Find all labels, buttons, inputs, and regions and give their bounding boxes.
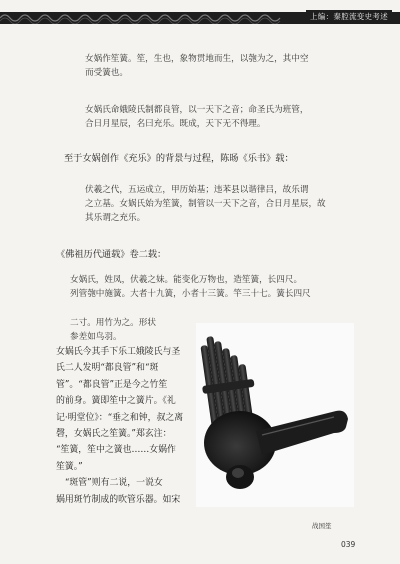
quote-paragraph-2 bbox=[85, 103, 375, 131]
body-paragraph-intro bbox=[64, 152, 364, 166]
text-line: 管”。“都良管”正是今之竹笙 bbox=[56, 379, 168, 390]
text-line: 合日月星辰，名曰充乐。既成，天下无不得理。 bbox=[85, 119, 266, 130]
text-line: 而受簧也。 bbox=[85, 68, 128, 79]
sheng-instrument-image bbox=[196, 323, 354, 507]
text-line: 伏羲之代，五运成立，甲历始基；违苯县以谐律吕，故乐谓 bbox=[85, 185, 309, 195]
body-paragraph-main bbox=[56, 344, 188, 508]
text-line: 列管匏中施簧。大者十九簧，小者十三簧。竿三十七。簧长四尺 bbox=[70, 289, 311, 300]
quote-paragraph-yueshu bbox=[85, 183, 375, 226]
page-header bbox=[0, 0, 400, 34]
text-line: 女娲氏，姓凤，伏羲之妹。能变化万物也，造笙簧，长四尺。 bbox=[70, 275, 303, 285]
body-paragraph-source bbox=[56, 248, 356, 262]
page-number: 039 bbox=[341, 540, 356, 549]
text-line: “斑管”则有二说，一说女 bbox=[56, 478, 163, 489]
text-line: 《佛祖历代通载》卷二载： bbox=[56, 249, 167, 260]
text-line: 至于女娲创作《充乐》的背景与过程，陈旸《乐书》载： bbox=[64, 153, 294, 164]
text-line: “笙簧，笙中之簧也……女娲作 bbox=[56, 445, 176, 456]
text-line: 女娲氏今其手下乐工娥陵氏与圣 bbox=[56, 347, 181, 357]
quote-paragraph-fozu-cont bbox=[70, 316, 170, 344]
photo-caption: 战国笙 bbox=[312, 522, 332, 530]
text-line: 女娲作笙簧。笙，生也，象物贯地而生，以匏为之，其中空 bbox=[85, 54, 309, 64]
text-line: 的前身。簧即笙中之簧片。《礼 bbox=[56, 396, 176, 407]
text-line: 参差如鸟羽。 bbox=[70, 332, 122, 343]
quote-paragraph-1 bbox=[85, 52, 375, 80]
text-line: 记·明堂位》：“垂之和钟，叔之离 bbox=[56, 412, 184, 423]
text-line: 其乐谓之充乐。 bbox=[85, 213, 146, 224]
text-line: 氏二人发明“都良管”和“斑 bbox=[56, 363, 159, 374]
text-line: 二寸。用竹为之。形状 bbox=[70, 318, 156, 328]
running-header-title: 上编：秦腔流变史考述 bbox=[306, 10, 392, 23]
text-line: 之立基。女娲氏始为笙簧，制管以一天下之音，合日月星辰，故 bbox=[85, 199, 326, 210]
text-line: 笙簧。” bbox=[56, 461, 83, 472]
quote-paragraph-fozu bbox=[70, 273, 370, 301]
text-line: 女娲氏命娥陵氏制都良管，以一天下之音；命圣氏为班管， bbox=[85, 105, 309, 115]
text-line: 娲用斑竹制成的吹管乐器。如宋 bbox=[56, 494, 181, 505]
sheng-instrument-photo bbox=[196, 323, 354, 507]
text-line: 磬，女娲氏之笙簧。”郑玄注： bbox=[56, 429, 172, 440]
